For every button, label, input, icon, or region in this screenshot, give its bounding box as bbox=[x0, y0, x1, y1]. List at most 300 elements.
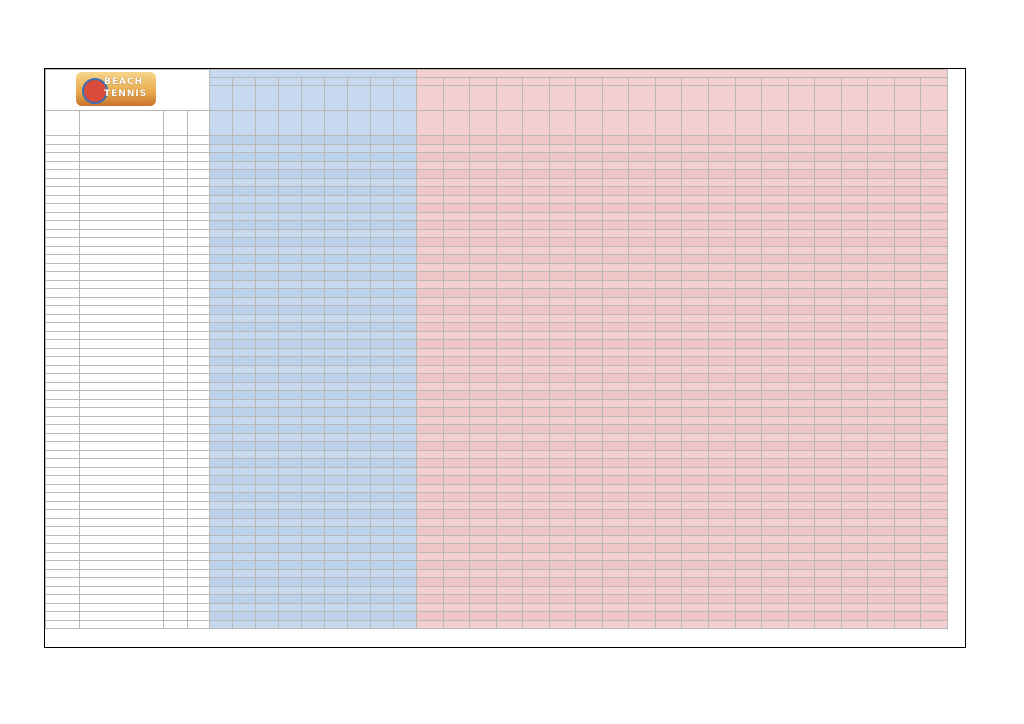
table-row bbox=[46, 586, 948, 595]
points-cell bbox=[523, 238, 550, 247]
points-cell bbox=[788, 620, 815, 629]
points-cell bbox=[815, 620, 842, 629]
points-cell bbox=[841, 467, 868, 476]
week-label bbox=[762, 86, 789, 111]
reg-cell bbox=[46, 153, 80, 162]
points-cell bbox=[470, 331, 497, 340]
points-cell bbox=[371, 136, 394, 145]
athlete-name bbox=[80, 314, 164, 323]
points-cell bbox=[325, 187, 348, 196]
points-cell bbox=[371, 459, 394, 468]
points-cell bbox=[655, 255, 682, 264]
reg-cell bbox=[46, 272, 80, 281]
points-cell bbox=[417, 136, 444, 145]
points-cell bbox=[302, 195, 325, 204]
points-cell bbox=[523, 518, 550, 527]
points-cell bbox=[682, 552, 709, 561]
points-cell bbox=[815, 391, 842, 400]
points-cell bbox=[735, 476, 762, 485]
points-cell bbox=[655, 399, 682, 408]
points-cell bbox=[348, 569, 371, 578]
points-cell bbox=[233, 382, 256, 391]
points-cell bbox=[348, 263, 371, 272]
points-cell bbox=[417, 212, 444, 221]
points-cell bbox=[210, 518, 233, 527]
week-label bbox=[815, 86, 842, 111]
points-cell bbox=[629, 476, 656, 485]
athlete-name bbox=[80, 374, 164, 383]
points-cell bbox=[815, 544, 842, 553]
points-cell bbox=[549, 433, 576, 442]
points-cell bbox=[841, 535, 868, 544]
points-cell bbox=[735, 306, 762, 315]
tournament-name bbox=[709, 111, 736, 136]
points-cell bbox=[348, 535, 371, 544]
points-cell bbox=[325, 306, 348, 315]
reg-cell bbox=[46, 204, 80, 213]
points-cell bbox=[443, 204, 470, 213]
points-cell bbox=[735, 323, 762, 332]
points-cell bbox=[921, 518, 948, 527]
points-cell bbox=[348, 348, 371, 357]
athlete-name bbox=[80, 595, 164, 604]
points-cell bbox=[496, 382, 523, 391]
points-cell bbox=[302, 348, 325, 357]
points-cell bbox=[655, 340, 682, 349]
points-cell bbox=[655, 510, 682, 519]
points-cell bbox=[709, 620, 736, 629]
points-cell bbox=[894, 408, 921, 417]
points-cell bbox=[841, 280, 868, 289]
points-cell bbox=[682, 561, 709, 570]
points-cell bbox=[815, 204, 842, 213]
points-cell bbox=[788, 586, 815, 595]
points-cell bbox=[256, 510, 279, 519]
points-cell bbox=[709, 612, 736, 621]
points-cell bbox=[496, 544, 523, 553]
points-cell bbox=[371, 586, 394, 595]
points-cell bbox=[371, 306, 394, 315]
ranking-cell bbox=[188, 569, 210, 578]
points-cell bbox=[279, 374, 302, 383]
points-cell bbox=[523, 620, 550, 629]
points-cell bbox=[549, 578, 576, 587]
reg-cell bbox=[46, 187, 80, 196]
points-cell bbox=[279, 212, 302, 221]
points-cell bbox=[371, 612, 394, 621]
table-row bbox=[46, 170, 948, 179]
reg-cell bbox=[46, 612, 80, 621]
table-row bbox=[46, 416, 948, 425]
points-cell bbox=[417, 544, 444, 553]
ranking-cell bbox=[188, 238, 210, 247]
points-cell bbox=[417, 561, 444, 570]
points-cell bbox=[709, 306, 736, 315]
points-cell bbox=[788, 348, 815, 357]
points-header bbox=[325, 78, 348, 86]
points-cell bbox=[394, 569, 417, 578]
points-cell bbox=[417, 323, 444, 332]
reg-cell bbox=[46, 238, 80, 247]
table-row bbox=[46, 195, 948, 204]
points-cell bbox=[348, 578, 371, 587]
points-cell bbox=[788, 425, 815, 434]
points-cell bbox=[655, 493, 682, 502]
points-cell bbox=[417, 306, 444, 315]
points-cell bbox=[735, 612, 762, 621]
points-cell bbox=[815, 348, 842, 357]
points-cell bbox=[256, 221, 279, 230]
points-cell bbox=[841, 603, 868, 612]
points-cell bbox=[868, 578, 895, 587]
table-row bbox=[46, 178, 948, 187]
points-cell bbox=[523, 221, 550, 230]
points-cell bbox=[496, 467, 523, 476]
points-cell bbox=[602, 229, 629, 238]
points-cell bbox=[921, 578, 948, 587]
points-cell bbox=[894, 459, 921, 468]
points-cell bbox=[417, 195, 444, 204]
points-cell bbox=[762, 467, 789, 476]
points-cell bbox=[762, 510, 789, 519]
points-cell bbox=[682, 620, 709, 629]
points-cell bbox=[279, 178, 302, 187]
points-cell bbox=[682, 433, 709, 442]
points-cell bbox=[682, 221, 709, 230]
points-cell bbox=[762, 153, 789, 162]
points-cell bbox=[371, 187, 394, 196]
points-cell bbox=[921, 272, 948, 281]
week-label bbox=[417, 86, 444, 111]
points-cell bbox=[735, 331, 762, 340]
points-cell bbox=[709, 561, 736, 570]
points-cell bbox=[394, 544, 417, 553]
ranking-table bbox=[45, 69, 948, 629]
table-row bbox=[46, 314, 948, 323]
points-header bbox=[394, 78, 417, 86]
points-cell bbox=[523, 153, 550, 162]
reg-cell bbox=[46, 357, 80, 366]
table-row bbox=[46, 493, 948, 502]
points-cell bbox=[394, 518, 417, 527]
points-cell bbox=[523, 510, 550, 519]
points-cell bbox=[629, 459, 656, 468]
week-label bbox=[629, 86, 656, 111]
points-cell bbox=[470, 493, 497, 502]
points-cell bbox=[868, 620, 895, 629]
points-cell bbox=[325, 263, 348, 272]
points-cell bbox=[655, 272, 682, 281]
points-cell bbox=[841, 527, 868, 536]
points-cell bbox=[302, 552, 325, 561]
total-points bbox=[164, 603, 188, 612]
points-cell bbox=[629, 433, 656, 442]
points-cell bbox=[709, 170, 736, 179]
points-cell bbox=[256, 586, 279, 595]
athlete-name bbox=[80, 416, 164, 425]
points-cell bbox=[523, 527, 550, 536]
total-points bbox=[164, 204, 188, 213]
reg-cell bbox=[46, 552, 80, 561]
week-label bbox=[523, 86, 550, 111]
points-cell bbox=[348, 297, 371, 306]
points-cell bbox=[788, 144, 815, 153]
points-cell bbox=[868, 484, 895, 493]
points-cell bbox=[602, 340, 629, 349]
table-row bbox=[46, 527, 948, 536]
points-cell bbox=[682, 348, 709, 357]
points-cell bbox=[210, 255, 233, 264]
points-cell bbox=[233, 221, 256, 230]
points-cell bbox=[894, 221, 921, 230]
points-cell bbox=[921, 416, 948, 425]
points-cell bbox=[709, 476, 736, 485]
points-cell bbox=[394, 450, 417, 459]
points-cell bbox=[709, 603, 736, 612]
points-cell bbox=[709, 187, 736, 196]
points-cell bbox=[602, 306, 629, 315]
points-cell bbox=[735, 552, 762, 561]
points-cell bbox=[549, 314, 576, 323]
points-cell bbox=[682, 586, 709, 595]
points-cell bbox=[815, 357, 842, 366]
points-cell bbox=[394, 272, 417, 281]
points-cell bbox=[394, 595, 417, 604]
points-cell bbox=[549, 425, 576, 434]
points-cell bbox=[417, 501, 444, 510]
points-cell bbox=[602, 170, 629, 179]
total-points bbox=[164, 544, 188, 553]
week-label bbox=[682, 86, 709, 111]
points-cell bbox=[602, 178, 629, 187]
points-cell bbox=[868, 595, 895, 604]
points-cell bbox=[709, 425, 736, 434]
points-cell bbox=[602, 433, 629, 442]
table-row bbox=[46, 255, 948, 264]
points-cell bbox=[371, 595, 394, 604]
points-cell bbox=[302, 518, 325, 527]
points-cell bbox=[735, 297, 762, 306]
points-cell bbox=[233, 552, 256, 561]
points-cell bbox=[325, 357, 348, 366]
points-cell bbox=[868, 544, 895, 553]
points-cell bbox=[894, 323, 921, 332]
points-cell bbox=[602, 331, 629, 340]
points-cell bbox=[762, 484, 789, 493]
points-cell bbox=[576, 187, 603, 196]
points-cell bbox=[394, 314, 417, 323]
points-cell bbox=[279, 187, 302, 196]
points-cell bbox=[894, 314, 921, 323]
points-cell bbox=[841, 331, 868, 340]
points-cell bbox=[629, 552, 656, 561]
points-cell bbox=[894, 561, 921, 570]
points-cell bbox=[788, 510, 815, 519]
athlete-name bbox=[80, 365, 164, 374]
points-cell bbox=[921, 484, 948, 493]
points-cell bbox=[256, 314, 279, 323]
points-cell bbox=[233, 153, 256, 162]
points-cell bbox=[549, 595, 576, 604]
table-row bbox=[46, 229, 948, 238]
table-row bbox=[46, 221, 948, 230]
ranking-cell bbox=[188, 501, 210, 510]
beach-tennis-logo bbox=[76, 72, 156, 106]
points-header bbox=[762, 78, 789, 86]
points-cell bbox=[210, 297, 233, 306]
points-cell bbox=[256, 331, 279, 340]
points-cell bbox=[655, 578, 682, 587]
points-cell bbox=[417, 425, 444, 434]
ranking-cell bbox=[188, 374, 210, 383]
points-cell bbox=[417, 238, 444, 247]
points-cell bbox=[576, 399, 603, 408]
points-cell bbox=[302, 442, 325, 451]
points-cell bbox=[233, 561, 256, 570]
points-cell bbox=[841, 416, 868, 425]
points-cell bbox=[348, 255, 371, 264]
points-cell bbox=[894, 612, 921, 621]
points-cell bbox=[302, 510, 325, 519]
points-cell bbox=[576, 255, 603, 264]
total-points bbox=[164, 255, 188, 264]
athlete-name bbox=[80, 136, 164, 145]
tournament-name bbox=[325, 111, 348, 136]
points-cell bbox=[894, 501, 921, 510]
points-cell bbox=[523, 578, 550, 587]
points-cell bbox=[348, 161, 371, 170]
points-cell bbox=[470, 586, 497, 595]
points-cell bbox=[549, 280, 576, 289]
points-cell bbox=[815, 578, 842, 587]
points-cell bbox=[709, 255, 736, 264]
points-cell bbox=[841, 246, 868, 255]
points-cell bbox=[470, 263, 497, 272]
points-cell bbox=[417, 289, 444, 298]
points-cell bbox=[302, 357, 325, 366]
points-cell bbox=[302, 272, 325, 281]
ranking-cell bbox=[188, 246, 210, 255]
points-cell bbox=[443, 136, 470, 145]
points-cell bbox=[210, 544, 233, 553]
points-cell bbox=[629, 357, 656, 366]
athlete-name bbox=[80, 612, 164, 621]
points-cell bbox=[279, 263, 302, 272]
points-cell bbox=[210, 382, 233, 391]
points-cell bbox=[655, 331, 682, 340]
points-cell bbox=[549, 603, 576, 612]
points-cell bbox=[233, 297, 256, 306]
points-cell bbox=[868, 527, 895, 536]
points-cell bbox=[371, 408, 394, 417]
points-cell bbox=[868, 153, 895, 162]
points-cell bbox=[894, 595, 921, 604]
points-cell bbox=[762, 501, 789, 510]
points-cell bbox=[762, 357, 789, 366]
points-cell bbox=[841, 484, 868, 493]
points-cell bbox=[371, 569, 394, 578]
tournament-name bbox=[655, 111, 682, 136]
points-cell bbox=[762, 238, 789, 247]
points-cell bbox=[841, 272, 868, 281]
week-label bbox=[735, 86, 762, 111]
points-cell bbox=[762, 382, 789, 391]
points-cell bbox=[417, 391, 444, 400]
points-cell bbox=[394, 476, 417, 485]
points-cell bbox=[233, 459, 256, 468]
points-cell bbox=[549, 586, 576, 595]
points-cell bbox=[233, 306, 256, 315]
points-cell bbox=[302, 433, 325, 442]
points-cell bbox=[325, 229, 348, 238]
points-cell bbox=[576, 544, 603, 553]
points-cell bbox=[256, 493, 279, 502]
ranking-cell bbox=[188, 552, 210, 561]
points-cell bbox=[325, 391, 348, 400]
points-cell bbox=[233, 484, 256, 493]
points-cell bbox=[371, 204, 394, 213]
points-cell bbox=[348, 586, 371, 595]
points-cell bbox=[417, 620, 444, 629]
points-cell bbox=[496, 510, 523, 519]
points-cell bbox=[762, 289, 789, 298]
points-cell bbox=[325, 170, 348, 179]
points-cell bbox=[602, 297, 629, 306]
points-cell bbox=[762, 255, 789, 264]
total-points bbox=[164, 187, 188, 196]
points-cell bbox=[841, 314, 868, 323]
ranking-cell bbox=[188, 416, 210, 425]
points-cell bbox=[788, 263, 815, 272]
points-cell bbox=[443, 620, 470, 629]
points-cell bbox=[709, 595, 736, 604]
points-cell bbox=[762, 187, 789, 196]
points-cell bbox=[629, 323, 656, 332]
points-cell bbox=[348, 552, 371, 561]
points-cell bbox=[655, 195, 682, 204]
points-cell bbox=[233, 204, 256, 213]
points-cell bbox=[629, 408, 656, 417]
points-cell bbox=[233, 612, 256, 621]
total-points bbox=[164, 561, 188, 570]
table-row bbox=[46, 204, 948, 213]
points-cell bbox=[256, 187, 279, 196]
points-cell bbox=[655, 535, 682, 544]
points-cell bbox=[682, 297, 709, 306]
reg-cell bbox=[46, 603, 80, 612]
total-points-header bbox=[164, 111, 188, 136]
points-cell bbox=[602, 144, 629, 153]
points-cell bbox=[496, 161, 523, 170]
points-cell bbox=[394, 382, 417, 391]
points-cell bbox=[523, 569, 550, 578]
points-cell bbox=[709, 238, 736, 247]
points-cell bbox=[841, 374, 868, 383]
points-cell bbox=[655, 238, 682, 247]
points-cell bbox=[348, 323, 371, 332]
ranking-cell bbox=[188, 450, 210, 459]
points-cell bbox=[302, 161, 325, 170]
table-row bbox=[46, 399, 948, 408]
points-cell bbox=[210, 289, 233, 298]
points-cell bbox=[894, 510, 921, 519]
points-cell bbox=[233, 229, 256, 238]
athlete-name bbox=[80, 620, 164, 629]
points-cell bbox=[470, 450, 497, 459]
points-cell bbox=[443, 544, 470, 553]
points-cell bbox=[279, 501, 302, 510]
points-cell bbox=[735, 136, 762, 145]
